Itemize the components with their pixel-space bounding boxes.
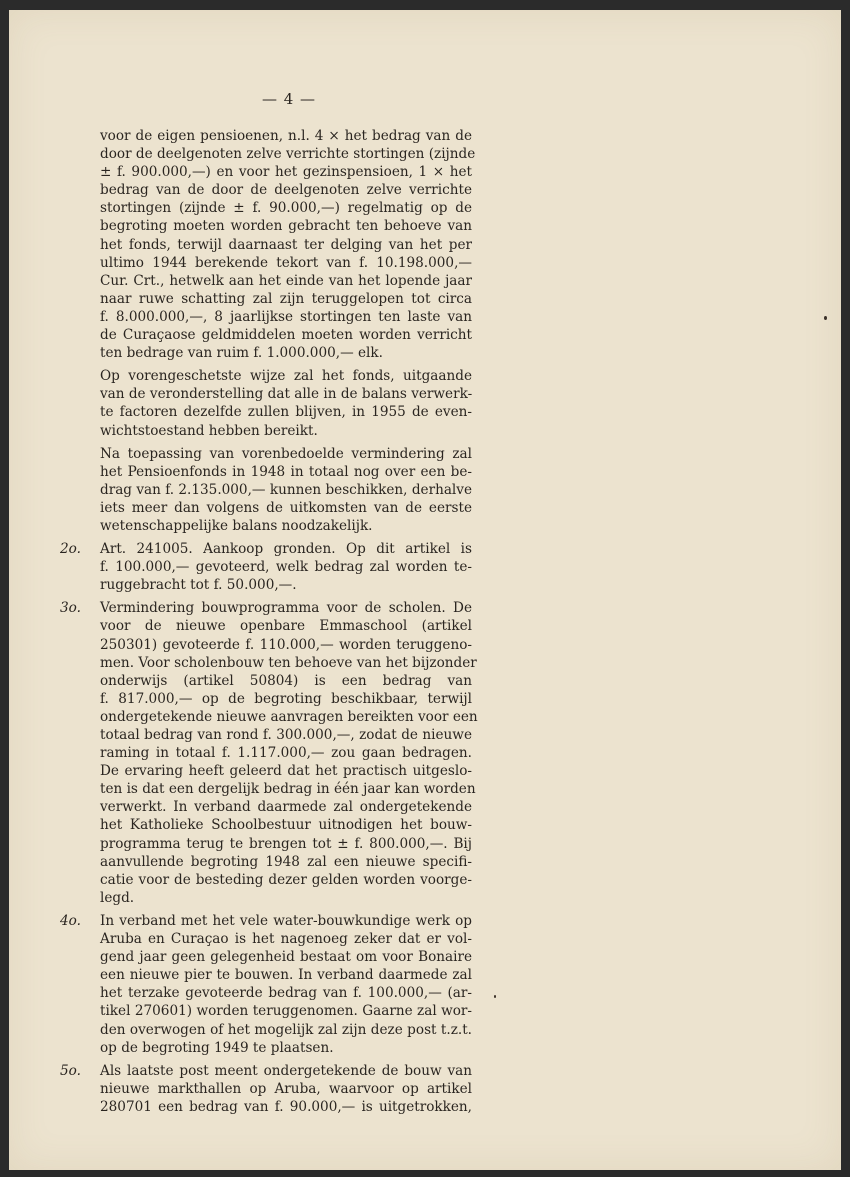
text-line: totaal bedrag van rond f. 300.000,—, zodat de nieuwe — [100, 727, 472, 743]
text-line: Als laatste post meent ondergetekende de bouw van — [100, 1062, 472, 1079]
text-line: Vermindering bouwprogramma voor de scholen. De — [100, 600, 472, 617]
paper-speck — [494, 995, 496, 998]
page-number: — 4 — — [261, 90, 317, 108]
text-line: legd. — [100, 889, 135, 906]
text-line: tikel 270601) worden teruggenomen. Gaarne zal wor- — [100, 1003, 472, 1020]
text-line: het Katholieke Schoolbestuur uitnodigen het bouw- — [100, 817, 472, 834]
text-line: men. Voor scholenbouw ten behoeve van het bijzonder — [100, 654, 477, 671]
text-line: drag van f. 2.135.000,— kunnen beschikken, derhalve — [100, 481, 472, 498]
text-line: wetenschappelijke balans noodzakelijk. — [100, 517, 373, 534]
text-line: 250301) gevoteerde f. 110.000,— worden teruggeno- — [100, 636, 472, 653]
text-line: nieuwe markthallen op Aruba, waarvoor op artikel — [100, 1080, 472, 1097]
text-line: programma terug te brengen tot ± f. 800.000,—. Bij — [100, 835, 472, 852]
item-number: 3o. — [60, 600, 81, 617]
text-line: door de deelgenoten zelve verrichte stortingen (zijnde — [100, 146, 476, 163]
text-line: Na toepassing van vorenbedoelde vermindering zal — [100, 445, 472, 462]
text-line: de Curaçaose geldmiddelen moeten worden verricht — [100, 327, 472, 344]
text-line: Cur. Crt., hetwelk aan het einde van het lopende jaar — [100, 272, 472, 289]
paragraph — [100, 367, 472, 439]
text-line: begroting moeten worden gebracht ten behoeve van — [100, 218, 472, 235]
text-line: ondergetekende nieuwe aanvragen bereikten voor een — [100, 708, 478, 725]
text-line: onderwijs (artikel 50804) is een bedrag van — [100, 672, 472, 689]
text-line: ten is dat een dergelijk bedrag in één jaar kan worden — [100, 781, 476, 798]
numbered-item — [60, 912, 472, 1057]
text-line: het terzake gevoteerde bedrag van f. 100.000,— (ar- — [100, 985, 472, 1002]
paragraph — [100, 127, 476, 362]
item-number: 4o. — [60, 912, 81, 929]
text-line: op de begroting 1949 te plaatsen. — [100, 1039, 334, 1056]
text-line: wichtstoestand hebben bereikt. — [100, 422, 318, 439]
paragraph — [100, 445, 472, 535]
text-line: Aruba en Curaçao is het nagenoeg zeker dat er vol- — [100, 931, 472, 948]
text-line: een nieuwe pier te bouwen. In verband daarmede zal — [100, 967, 472, 984]
numbered-item — [60, 540, 472, 594]
text-line: verwerkt. In verband daarmede zal ondergetekende — [100, 799, 472, 816]
item-number: 2o. — [60, 541, 81, 558]
numbered-item — [60, 1062, 472, 1116]
text-line: het Pensioenfonds in 1948 in totaal nog over een be- — [100, 463, 472, 480]
text-line: ultimo 1944 berekende tekort van f. 10.198.000,— — [100, 254, 472, 271]
text-line: voor de nieuwe openbare Emmaschool (artikel — [100, 618, 472, 635]
text-line: te factoren dezelfde zullen blijven, in 1955 de even- — [100, 404, 472, 421]
numbered-item — [60, 599, 478, 907]
text-line: ten bedrage van ruim f. 1.000.000,— elk. — [100, 345, 383, 362]
text-line: aanvullende begroting 1948 zal een nieuwe specifi- — [100, 853, 472, 870]
text-line: gend jaar geen gelegenheid bestaat om voor Bonaire — [100, 949, 472, 966]
body-text — [60, 127, 478, 1121]
text-line: voor de eigen pensioenen, n.l. 4 × het bedrag van de — [100, 128, 472, 144]
text-line: den overwogen of het mogelijk zal zijn deze post t.z.t. — [100, 1021, 472, 1038]
text-line: f. 100.000,— gevoteerd, welk bedrag zal worden te- — [100, 559, 472, 576]
text-line: ruggebracht tot f. 50.000,—. — [100, 577, 297, 594]
text-line: De ervaring heeft geleerd dat het practisch uitgeslo- — [100, 763, 472, 780]
text-line: van de veronderstelling dat alle in de balans verwerk- — [100, 386, 473, 403]
item-number: 5o. — [60, 1062, 81, 1079]
text-line: Art. 241005. Aankoop gronden. Op dit artikel is — [100, 541, 472, 558]
paper-speck — [824, 316, 827, 320]
text-line: het fonds, terwijl daarnaast ter delging van het per — [100, 236, 472, 253]
text-line: catie voor de besteding dezer gelden worden voorge- — [100, 871, 472, 888]
text-line: 280701 een bedrag van f. 90.000,— is uitgetrokken, — [100, 1098, 472, 1115]
text-line: raming in totaal f. 1.117.000,— zou gaan bedragen. — [100, 745, 472, 762]
text-line: In verband met het vele water-bouwkundige werk op — [100, 912, 472, 929]
text-line: naar ruwe schatting zal zijn teruggelopen tot circa — [100, 290, 472, 307]
document-page — [9, 10, 841, 1170]
text-line: f. 817.000,— op de begroting beschikbaar, terwijl — [100, 690, 472, 707]
text-line: Op vorengeschetste wijze zal het fonds, uitgaande — [100, 368, 472, 385]
text-line: iets meer dan volgens de uitkomsten van de eerste — [100, 499, 472, 516]
text-line: f. 8.000.000,—, 8 jaarlijkse stortingen ten laste van — [100, 308, 472, 325]
text-line: ± f. 900.000,—) en voor het gezinspensioen, 1 × het — [100, 164, 472, 181]
text-line: bedrag van de door de deelgenoten zelve verrichte — [100, 182, 472, 199]
text-line: stortingen (zijnde ± f. 90.000,—) regelmatig op de — [100, 200, 472, 217]
